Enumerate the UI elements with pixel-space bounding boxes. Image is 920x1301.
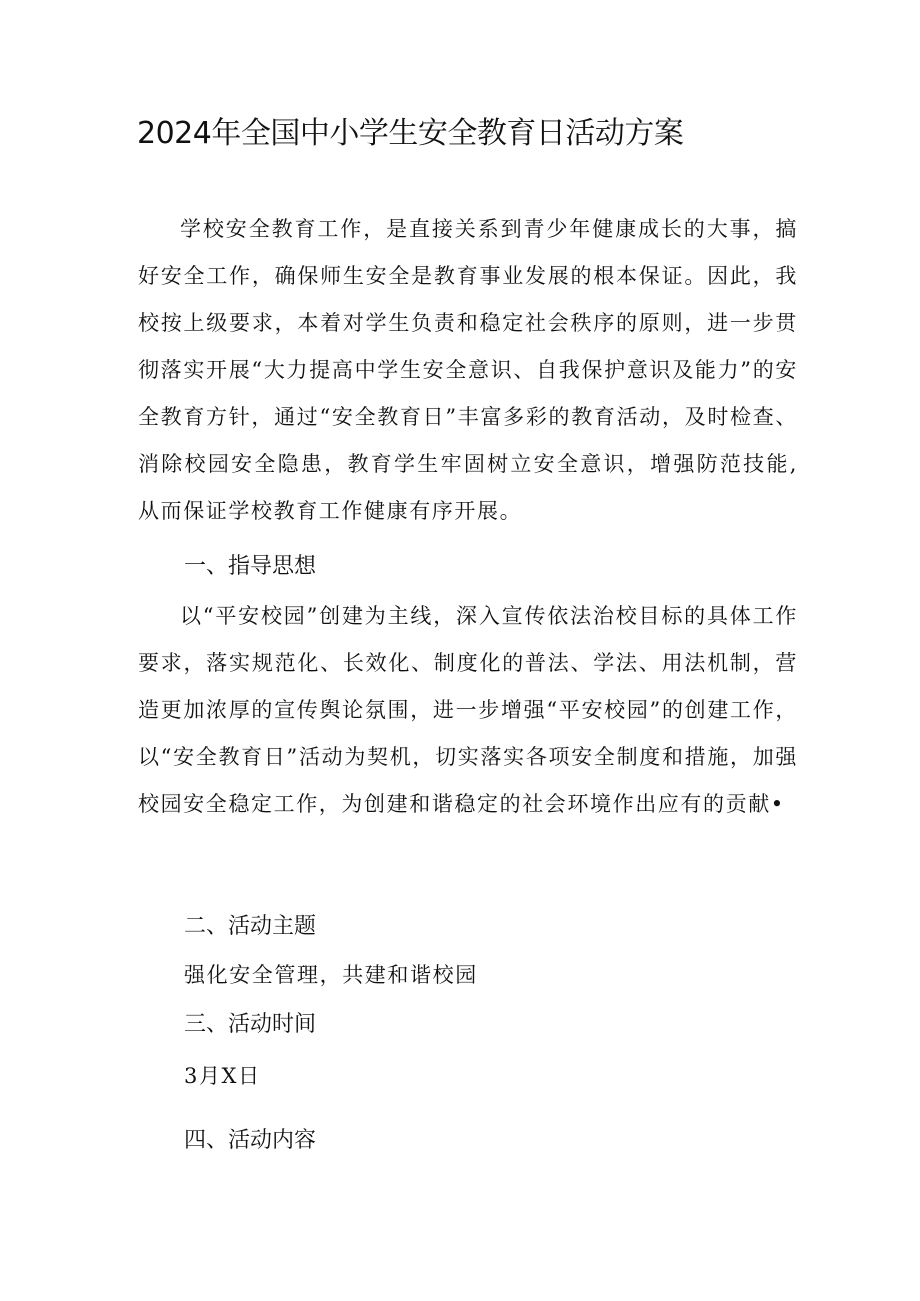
section-heading-guiding-ideology: 一、指导思想	[184, 554, 317, 579]
guiding-ideology-paragraph: 以“平安校园”创建为主线，深入宣传依法治校目标的具体工作要求，落实规范化、长效化、制度化的普法、学法、用法机制，营造更加浓厚的宣传舆论氛围，进一步增强“平安校园”的创建工作，以“安全教育日”活动为契机，切实落实各项安全制度和措施，加强校园安全稳定工作，为创建和谐稳定的社会环境作出应有的贡献•	[138, 604, 798, 816]
intro-paragraph: 学校安全教育工作，是直接关系到青少年健康成长的大事，搞好安全工作，确保师生安全是教育事业发展的根本保证。因此，我校按上级要求，本着对学生负责和稳定社会秩序的原则，进一步贯彻落实开展“大力提高中学生安全意识、自我保护意识及能力”的安全教育方针，通过“安全教育日”丰富多彩的教育活动，及时检查、消除校园安全隐患，教育学生牢固树立安全意识，增强防范技能,从而保证学校教育工作健康有序开展。	[138, 217, 798, 523]
section-heading-activity-time: 三、活动时间	[184, 1012, 317, 1037]
document-title: 2024年全国中小学生安全教育日活动方案	[137, 116, 684, 151]
section-heading-activity-content: 四、活动内容	[184, 1128, 317, 1153]
activity-theme-text: 强化安全管理，共建和谐校园	[184, 963, 478, 987]
section-heading-activity-theme: 二、活动主题	[184, 914, 317, 939]
activity-time-text: 3月X日	[184, 1064, 261, 1088]
